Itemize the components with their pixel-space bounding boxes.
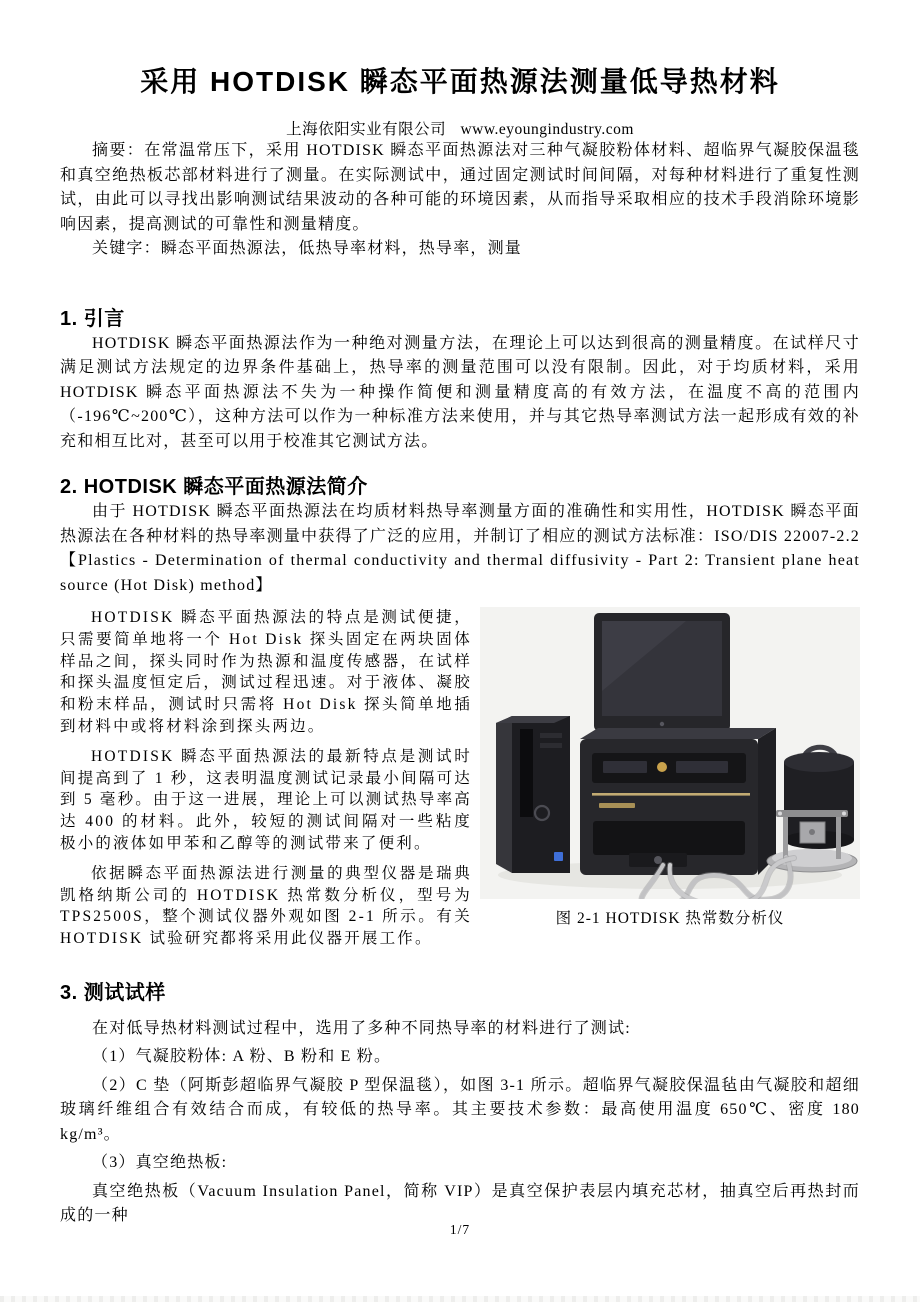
section-2-paragraph-4: 依据瞬态平面热源法进行测量的典型仪器是瑞典凯格纳斯公司的 HOTDISK 热常数分析仪，型号为 TPS2500S，整个测试仪器外观如图 2-1 所示。有关 HOTDISK 试验研究都将采用此仪器开展工作。 bbox=[60, 864, 472, 948]
section-3 bbox=[60, 980, 860, 1229]
hotdisk-analyzer-photo bbox=[480, 607, 860, 899]
byline bbox=[60, 117, 860, 139]
company-name: 上海依阳实业有限公司 bbox=[286, 121, 447, 138]
page-number-footer: 1/7 bbox=[449, 1222, 471, 1237]
scan-artifact-edge bbox=[0, 1296, 920, 1302]
section-2-paragraph-1: 由于 HOTDISK 瞬态平面热源法在均质材料热导率测量方面的准确性和实用性，HOTDISK 瞬态平面热源法在各种材料的热导率测量中获得了广泛的应用，并制订了相应的测试方法标准：ISO/DIS 22007-2.2【Plastics - Determination of thermal conductivity and thermal diffusivity - Part 2: Transient plane heat source (Hot Disk) method】 bbox=[60, 503, 860, 594]
two-column-block bbox=[60, 607, 860, 950]
section-3-heading: 3. 测试试样 bbox=[60, 981, 166, 1004]
section-2-heading: 2. HOTDISK 瞬态平面热源法简介 bbox=[60, 476, 368, 498]
analyzer-unit bbox=[580, 728, 776, 875]
section-2-paragraph-2: HOTDISK 瞬态平面热源法的特点是测试便捷，只需要简单地将一个 Hot Disk 探头固定在两块固体样品之间，探头同时作为热源和温度传感器，在试样和探头温度恒定后，测试过程迅速。对于液体、凝胶和粉末样品，测试时只需将 Hot Disk 探头简单地插到材料中或将材料涂到探头两边。 bbox=[60, 609, 472, 735]
page-title: 采用 HOTDISK 瞬态平面热源法测量低导热材料 bbox=[140, 66, 780, 97]
sample-item-1: （1）气凝胶粉体: A 粉、B 粉和 E 粉。 bbox=[92, 1048, 392, 1066]
sample-item-2: （2）C 垫（阿斯彭超临界气凝胶 P 型保温毯），如图 3-1 所示。超临界气凝胶保温毡由气凝胶和超细玻璃纤维组合有效结合而成，有较低的热导率。其主要技术参数：最高使用温度 650℃、密度 180 kg/m³。 bbox=[60, 1076, 860, 1143]
computer-tower bbox=[496, 716, 570, 873]
figure-caption: 图 2-1 HOTDISK 热常数分析仪 bbox=[555, 910, 785, 927]
section-1-heading: 1. 引言 bbox=[60, 307, 125, 330]
section-2-paragraph-3: HOTDISK 瞬态平面热源法的最新特点是测试时间提高到了 1 秒，这表明温度测试记录最小间隔可达到 5 毫秒。由于这一进展，理论上可以测试热导率高达 400 的材料。此外，较短的测试间隔对一些粘度极小的液体如甲苯和乙醇等的测试带来了便利。 bbox=[60, 747, 472, 852]
website-url: www.eyoungindustry.com bbox=[460, 121, 634, 138]
vip-paragraph: 真空绝热板（Vacuum Insulation Panel，简称 VIP）是真空保护表层内填充芯材，抽真空后再热封而成的一种 bbox=[60, 1182, 860, 1225]
abstract-paragraph: 摘要：在常温常压下，采用 HOTDISK 瞬态平面热源法对三种气凝胶粉体材料、超临界气凝胶保温毯和真空绝热板芯部材料进行了测量。在实际测试中，通过固定测试时间间隔，对每种材料进行了重复性测试，由此可以寻找出影响测试结果波动的各种可能的环境因素，从而指导采取相应的技术手段消除环境影响因素，提高测试的可靠性和测量精度。 bbox=[60, 142, 860, 233]
section-1-paragraph: HOTDISK 瞬态平面热源法作为一种绝对测量方法，在理论上可以达到很高的测量精度。在试样尺寸满足测试方法规定的边界条件基础上，热导率的测量范围可以没有限制。因此，对于均质材料，采用 HOTDISK 瞬态平面热源法不失为一种操作简便和测量精度高的有效方法，在温度不高的范围内（-196℃~200℃），这种方法可以作为一种标准方法来使用，并与其它热导率测试方法一起形成有效的补充和相互比对，甚至可以用于校准其它测试方法。 bbox=[60, 334, 860, 450]
sample-item-3: （3）真空绝热板: bbox=[92, 1154, 228, 1172]
keywords-line: 关键字：瞬态平面热源法，低热导率材料，热导率，测量 bbox=[92, 240, 523, 257]
section-3-intro: 在对低导热材料测试过程中，选用了多种不同热导率的材料进行了测试: bbox=[92, 1019, 631, 1037]
left-text-column bbox=[60, 607, 472, 950]
figure-column bbox=[480, 607, 860, 950]
